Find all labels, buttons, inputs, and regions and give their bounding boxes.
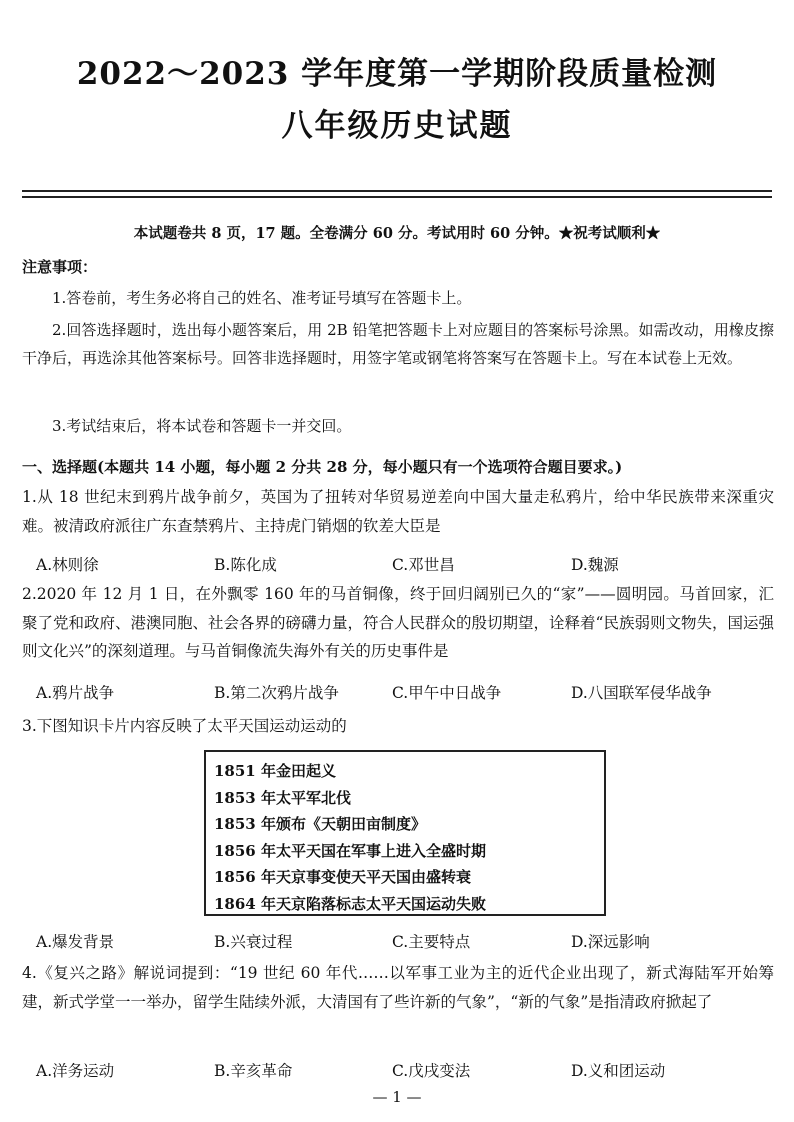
option-a: A.爆发背景	[36, 933, 115, 951]
option-c: C.主要特点	[392, 933, 471, 951]
option-c: C.邓世昌	[392, 556, 455, 574]
option-d: D.义和团运动	[571, 1062, 666, 1080]
exam-title: 2022～2023 学年度第一学期阶段质量检测	[76, 56, 718, 92]
card-line: 1864 年天京陷落标志太平天国运动失败	[214, 894, 486, 913]
section-heading: 一、选择题(本题共 14 小题，每小题 2 分共 28 分，每小题只有一个选项符合题目要求。)	[22, 458, 623, 476]
option-a: A.鸦片战争	[36, 684, 115, 702]
notes-heading: 注意事项：	[22, 258, 98, 276]
question-stem: 3.下图知识卡片内容反映了太平天国运动运动的	[22, 717, 347, 735]
option-a: A.洋务运动	[36, 1062, 115, 1080]
option-a: A.林则徐	[36, 556, 99, 574]
option-b: B.第二次鸦片战争	[214, 684, 339, 702]
divider-line	[22, 190, 772, 192]
option-b: B.陈化成	[214, 556, 277, 574]
question-stem: 2.2020 年 12 月 1 日，在外飘零 160 年的马首铜像，终于回归阔别已久的“家”——圆明园。马首回家，汇聚了党和政府、港澳同胞、社会各界的磅礴力量，符合人民群众的殷切期望，诠释着“民族弱则文物失，国运强则文化兴”的深刻道理。与马首铜像流失海外有关的历史事件是	[22, 585, 774, 660]
question-options	[36, 681, 736, 705]
card-line: 1853 年颁布《天朝田亩制度》	[214, 815, 426, 833]
note-item: 2.回答选择题时，选出每小题答案后，用 2B 铅笔把答题卡上对应题目的答案标号涂黑。如需改动，用橡皮擦干净后，再选涂其他答案标号。回答非选择题时，用签字笔或钢笔将答案写在答题卡上。写在本试卷上无效。	[22, 321, 774, 367]
option-b: B.兴衰过程	[214, 933, 293, 951]
option-d: D.深远影响	[571, 933, 650, 951]
exam-subtitle: 八年级历史试题	[281, 108, 513, 144]
option-d: D.魏源	[571, 556, 619, 574]
note-item: 1.答卷前，考生务必将自己的姓名、准考证号填写在答题卡上。	[52, 289, 472, 307]
page-number: — 1 —	[372, 1088, 422, 1106]
option-b: B.辛亥革命	[214, 1062, 293, 1080]
question-options	[36, 553, 736, 577]
option-d: D.八国联军侵华战争	[571, 684, 712, 702]
card-line: 1851 年金田起义	[214, 762, 336, 780]
question-options	[36, 1059, 736, 1083]
knowledge-card	[204, 750, 606, 916]
option-c: C.戊戌变法	[392, 1062, 471, 1080]
note-item: 3.考试结束后，将本试卷和答题卡一并交回。	[52, 417, 352, 435]
option-c: C.甲午中日战争	[392, 684, 502, 702]
card-line: 1856 年天京事变使天平天国由盛转衰	[214, 868, 471, 886]
question-stem: 4.《复兴之路》解说词提到：“19 世纪 60 年代……以军事工业为主的近代企业出现了，新式海陆军开始筹建，新式学堂一一举办，留学生陆续外派，大清国有了些许新的气象”，“新的气象”是指清政府掀起了	[22, 964, 774, 1011]
card-line: 1856 年太平天国在军事上进入全盛时期	[214, 841, 486, 860]
divider-line	[22, 196, 772, 198]
question-options	[36, 930, 736, 954]
question-stem: 1.从 18 世纪末到鸦片战争前夕，英国为了扭转对华贸易逆差向中国大量走私鸦片，给中华民族带来深重灾难。被清政府派往广东查禁鸦片、主持虎门销烟的钦差大臣是	[22, 488, 774, 535]
exam-info: 本试题卷共 8 页，17 题。全卷满分 60 分。考试用时 60 分钟。★祝考试顺利★	[133, 225, 661, 242]
card-line: 1853 年太平军北伐	[214, 788, 351, 807]
